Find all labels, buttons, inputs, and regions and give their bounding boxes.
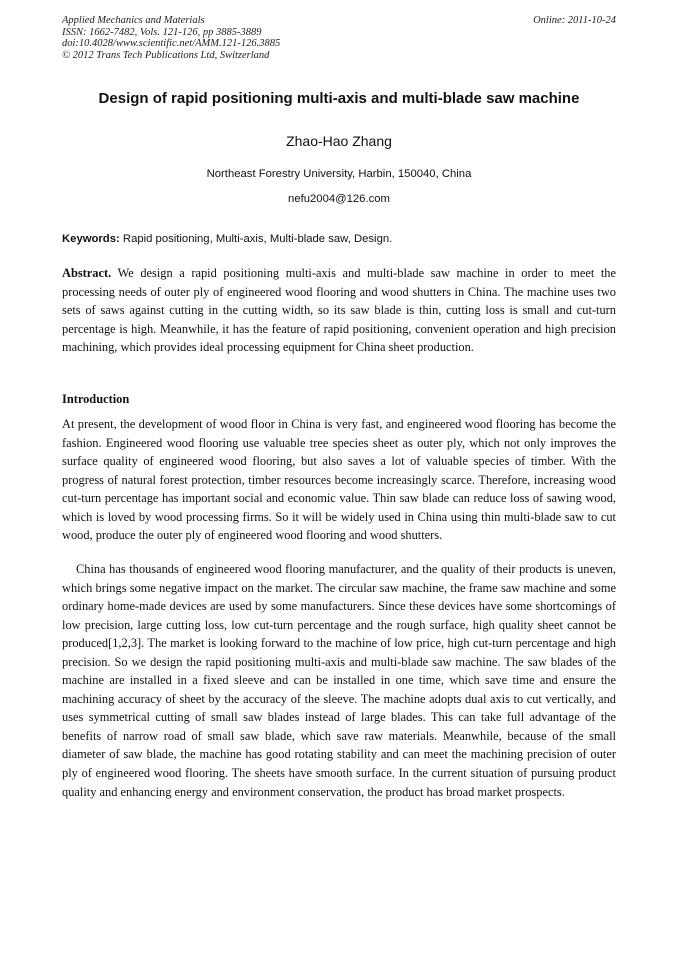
abstract xyxy=(62,264,616,357)
journal-name: Applied Mechanics and Materials xyxy=(62,15,205,26)
author-name: Zhao-Hao Zhang xyxy=(286,133,392,149)
keywords-label: Keywords: xyxy=(62,233,120,245)
author-email: nefu2004@126.com xyxy=(288,193,390,205)
doi-line: doi:10.4028/www.scientific.net/AMM.121-126.3885 xyxy=(62,38,281,50)
section-heading-introduction: Introduction xyxy=(62,392,130,406)
copyright-line: © 2012 Trans Tech Publications Ltd, Switzerland xyxy=(62,49,270,61)
author-affiliation: Northeast Forestry University, Harbin, 150040, China xyxy=(206,168,472,180)
journal-header xyxy=(62,15,616,61)
keywords xyxy=(62,233,616,245)
intro-paragraph: At present, the development of wood floor in China is very fast, and engineered wood flooring has become the fashion. Engineered wood flooring use valuable tree species sheet as outer ply, which not only improves the surface quality of engineered wood flooring, but also saves a lot of valuable species of timber. With the progress of natural forest protection, timber resources become increasingly scarce. Therefore, increasing wood cut-turn percentage has important social and economic value. Thin saw blade can reduce loss of sawing wood, which is loved by wood processing firms. So it will be widely used in China using thin multi-blade saw to cut wood, produce the outer ply of engineered wood flooring and wood shutters. xyxy=(62,417,616,543)
online-date: Online: 2011-10-24 xyxy=(533,15,616,26)
keywords-text: Rapid positioning, Multi-axis, Multi-blade saw, Design. xyxy=(119,233,393,245)
abstract-label: Abstract. xyxy=(62,266,112,280)
issn-line: ISSN: 1662-7482, Vols. 121-126, pp 3885-3889 xyxy=(62,26,262,38)
intro-paragraph: China has thousands of engineered wood flooring manufacturer, and the quality of their products is uneven, which brings some negative impact on the market. The circular saw machine, the frame saw machine and some ordinary home-made devices are used by some manufacturers. Since these devices have some shortcomings of low precision, large cutting loss, low cut-turn percentage and the rough surface, high quality sheet cannot be produced[1,2,3]. The market is looking forward to the machine of low price, high cut-turn percentage and high precision. So we design the rapid positioning multi-axis and multi-blade saw machine. The saw blades of the machine are installed in a fixed sleeve and can be installed in one time, which save time and ensure the machining accuracy of sheet by the accuracy of the sleeve. The machine adopts dual axis to cut vertically, and uses symmetrical cutting of small saw blades instead of large blades. This can take full advantage of the benefits of narrow road of small saw blade, which save raw materials. Meanwhile, because of the small diameter of saw blade, the machine has good rotating stability and can meet the machining precision of outer ply of engineered wood flooring. The sheets have smooth surface. In the current situation of pursuing product quality and enhancing energy and environment conservation, the product has broad market prospects. xyxy=(62,562,616,799)
paper-title: Design of rapid positioning multi-axis and multi-blade saw machine xyxy=(98,90,580,107)
abstract-text: We design a rapid positioning multi-axis and multi-blade saw machine in order to meet the processing needs of outer ply of engineered wood flooring and wood shutters in China. The machine uses two sets of saws against cutting in the cutting width, so its saw blade is thin, cutting loss is small and cut-turn percentage is high. Meanwhile, it has the feature of rapid positioning, convenient operation and high precision machining, which provides ideal processing equipment for China sheet production. xyxy=(62,266,616,355)
